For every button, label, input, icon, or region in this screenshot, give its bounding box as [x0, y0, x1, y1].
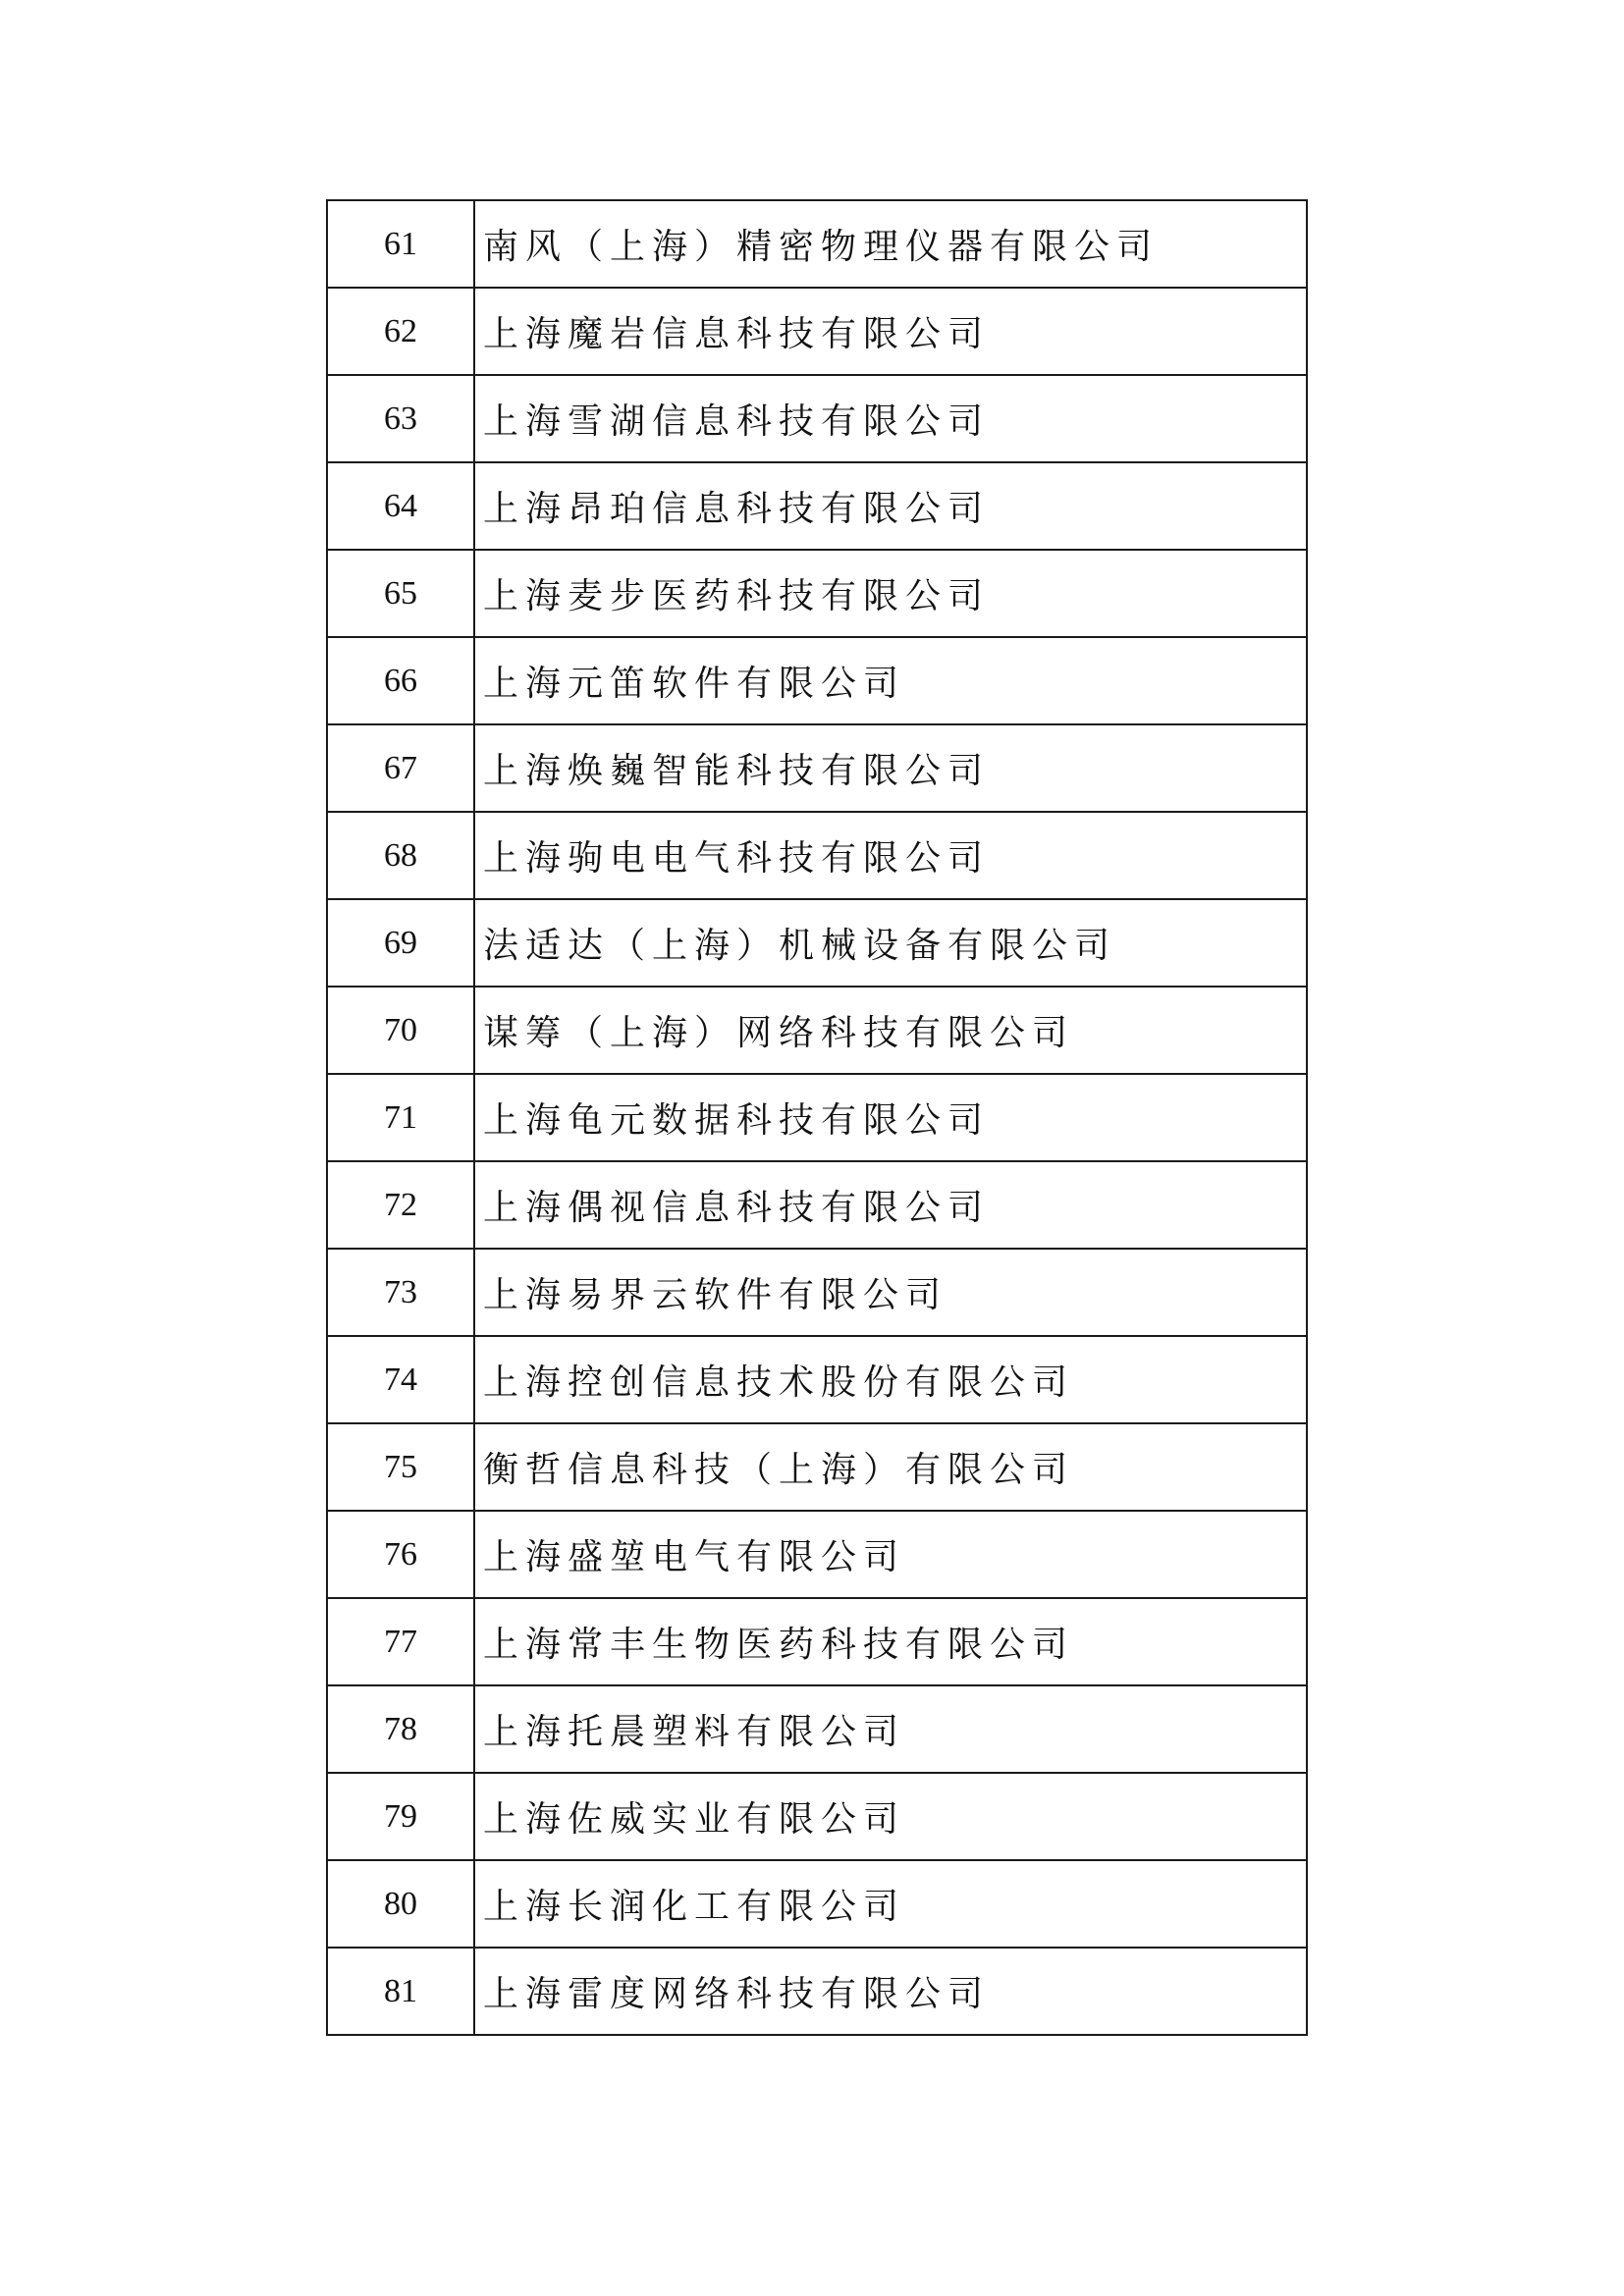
row-number: 74 [327, 1336, 474, 1423]
table-row [327, 1423, 1307, 1511]
table-row [327, 1336, 1307, 1423]
table-row [327, 462, 1307, 550]
company-name: 上海常丰生物医药科技有限公司 [474, 1598, 1307, 1685]
row-number: 63 [327, 375, 474, 462]
row-number: 75 [327, 1423, 474, 1511]
table-row [327, 724, 1307, 812]
row-number: 81 [327, 1948, 474, 2035]
row-number: 68 [327, 812, 474, 899]
company-name: 上海托晨塑料有限公司 [474, 1685, 1307, 1773]
row-number: 76 [327, 1511, 474, 1598]
company-name: 上海驹电电气科技有限公司 [474, 812, 1307, 899]
table-row [327, 550, 1307, 637]
row-number: 65 [327, 550, 474, 637]
table-row [327, 1860, 1307, 1948]
row-number: 77 [327, 1598, 474, 1685]
row-number: 73 [327, 1249, 474, 1336]
row-number: 80 [327, 1860, 474, 1948]
company-name: 上海麦步医药科技有限公司 [474, 550, 1307, 637]
company-list-table [326, 199, 1308, 2036]
row-number: 72 [327, 1161, 474, 1249]
row-number: 64 [327, 462, 474, 550]
table-row [327, 899, 1307, 987]
company-name: 法适达（上海）机械设备有限公司 [474, 899, 1307, 987]
row-number: 70 [327, 987, 474, 1074]
table-row [327, 200, 1307, 288]
table-row [327, 812, 1307, 899]
company-name: 上海控创信息技术股份有限公司 [474, 1336, 1307, 1423]
row-number: 66 [327, 637, 474, 724]
table-row [327, 1598, 1307, 1685]
company-name: 衡哲信息科技（上海）有限公司 [474, 1423, 1307, 1511]
company-name: 上海龟元数据科技有限公司 [474, 1074, 1307, 1161]
table-row [327, 637, 1307, 724]
row-number: 71 [327, 1074, 474, 1161]
table-row [327, 1161, 1307, 1249]
row-number: 67 [327, 724, 474, 812]
company-name: 上海昂珀信息科技有限公司 [474, 462, 1307, 550]
row-number: 61 [327, 200, 474, 288]
company-name: 上海魔岩信息科技有限公司 [474, 288, 1307, 375]
company-name: 上海易界云软件有限公司 [474, 1249, 1307, 1336]
company-name: 上海佐威实业有限公司 [474, 1773, 1307, 1860]
row-number: 78 [327, 1685, 474, 1773]
table-row [327, 1685, 1307, 1773]
company-name: 上海雷度网络科技有限公司 [474, 1948, 1307, 2035]
table-row [327, 1074, 1307, 1161]
table-row [327, 1773, 1307, 1860]
company-name: 上海元笛软件有限公司 [474, 637, 1307, 724]
company-name: 上海焕巍智能科技有限公司 [474, 724, 1307, 812]
table-row [327, 1948, 1307, 2035]
table-row [327, 1249, 1307, 1336]
company-name: 上海雪湖信息科技有限公司 [474, 375, 1307, 462]
table-row [327, 1511, 1307, 1598]
table-body [327, 200, 1307, 2035]
company-name: 上海盛堃电气有限公司 [474, 1511, 1307, 1598]
table-row [327, 288, 1307, 375]
table-row [327, 375, 1307, 462]
row-number: 69 [327, 899, 474, 987]
company-name: 谋筹（上海）网络科技有限公司 [474, 987, 1307, 1074]
company-name: 南风（上海）精密物理仪器有限公司 [474, 200, 1307, 288]
table-row [327, 987, 1307, 1074]
company-name: 上海偶视信息科技有限公司 [474, 1161, 1307, 1249]
company-name: 上海长润化工有限公司 [474, 1860, 1307, 1948]
row-number: 79 [327, 1773, 474, 1860]
row-number: 62 [327, 288, 474, 375]
